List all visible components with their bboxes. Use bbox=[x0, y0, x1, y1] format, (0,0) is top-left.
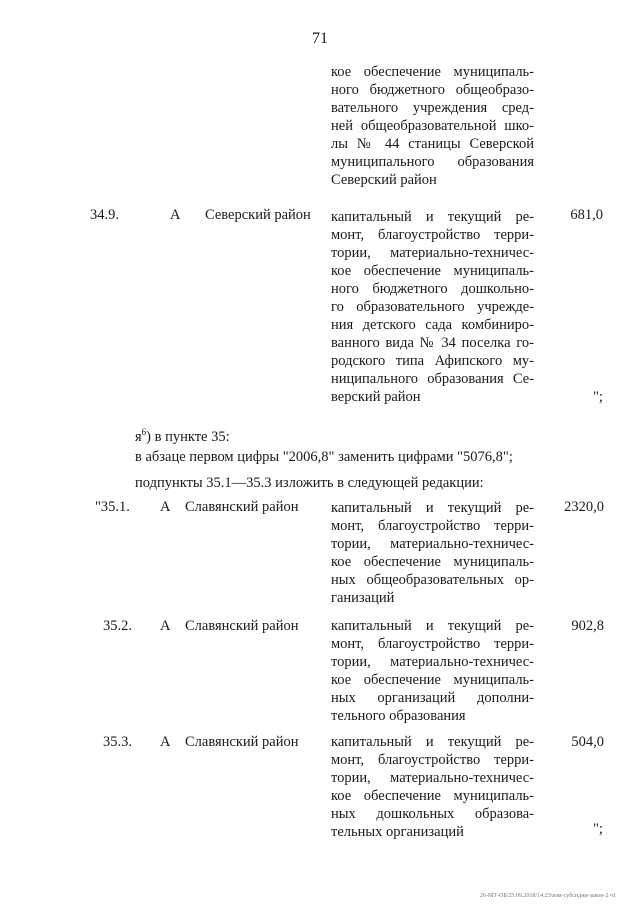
description-line: капитальный и текущий ре- bbox=[331, 734, 534, 750]
description-line: капитальный и текущий ре- bbox=[331, 500, 534, 516]
description-line: вательного учреждения сред- bbox=[331, 100, 534, 116]
row-number: 35.3. bbox=[103, 734, 132, 750]
description-line: тории, материально-техничес- bbox=[331, 654, 534, 670]
document-footer: 26-МТ-ОБ/25.09.2018/14:23\изм-субсидии-закон-2 ч1 bbox=[479, 893, 616, 899]
description-line: ных дошкольных образова- bbox=[331, 806, 534, 822]
description-line: лы № 44 станицы Северской bbox=[331, 136, 534, 152]
row-amount: 681,0 bbox=[570, 207, 603, 223]
row-description bbox=[331, 733, 534, 841]
continuation-description bbox=[331, 63, 534, 189]
description-line: монт, благоустройство терри- bbox=[331, 636, 534, 652]
description-line: ванного вида № 34 поселка го- bbox=[331, 335, 534, 351]
description-line: капитальный и текущий ре- bbox=[331, 209, 534, 225]
description-line: ней общеобразовательной шко- bbox=[331, 118, 534, 134]
description-line: монт, благоустройство терри- bbox=[331, 518, 534, 534]
description-line: тории, материально-техничес- bbox=[331, 536, 534, 552]
row-description bbox=[331, 617, 534, 725]
page-number: 71 bbox=[312, 30, 328, 47]
description-line: ганизаций bbox=[331, 590, 395, 606]
description-line: тельных организаций bbox=[331, 824, 464, 840]
description-line: ных общеобразовательных ор- bbox=[331, 572, 534, 588]
closing-quote: "; bbox=[593, 821, 603, 837]
description-line: монт, благоустройство терри- bbox=[331, 752, 534, 768]
description-line: верский район bbox=[331, 389, 421, 405]
description-line: ных организаций дополни- bbox=[331, 690, 534, 706]
row-code: А bbox=[160, 499, 171, 515]
row-district: Славянский район bbox=[185, 734, 299, 750]
row-number: 34.9. bbox=[90, 207, 119, 223]
row-code: А bbox=[160, 734, 171, 750]
description-line: муниципального образования bbox=[331, 154, 534, 170]
row-district: Славянский район bbox=[185, 499, 299, 515]
description-line: кое обеспечение муниципаль- bbox=[331, 672, 534, 688]
row-amount: 902,8 bbox=[571, 618, 604, 634]
description-line: ния детского сада комбиниро- bbox=[331, 317, 534, 333]
row-description bbox=[331, 208, 534, 406]
description-line: го образовательного учрежде- bbox=[331, 299, 534, 315]
description-line: капитальный и текущий ре- bbox=[331, 618, 534, 634]
row-number: "35.1. bbox=[95, 499, 130, 515]
instruction-item: $я^6$) в пункте 35: bbox=[135, 427, 230, 445]
instruction-line: подпункты 35.1—35.3 изложить в следующей редакции: bbox=[135, 475, 484, 491]
description-line: тории, материально-техничес- bbox=[331, 770, 534, 786]
row-number: 35.2. bbox=[103, 618, 132, 634]
row-amount: 504,0 bbox=[571, 734, 604, 750]
description-line: родского типа Афипского му- bbox=[331, 353, 534, 369]
description-line: тельного образования bbox=[331, 708, 466, 724]
row-district: Славянский район bbox=[185, 618, 299, 634]
description-line: кое обеспечение муниципаль- bbox=[331, 554, 534, 570]
description-line: монт, благоустройство терри- bbox=[331, 227, 534, 243]
row-code: А bbox=[170, 207, 181, 223]
description-line: кое обеспечение муниципаль- bbox=[331, 263, 534, 279]
description-line: кое обеспечение муниципаль- bbox=[331, 64, 534, 80]
closing-quote: "; bbox=[593, 389, 603, 405]
row-code: А bbox=[160, 618, 171, 634]
description-line: ного бюджетного дошкольно- bbox=[331, 281, 534, 297]
description-line: тории, материально-техничес- bbox=[331, 245, 534, 261]
description-line: ниципального образования Се- bbox=[331, 371, 534, 387]
row-district: Северский район bbox=[205, 207, 311, 223]
description-line: ного бюджетного общеобразо- bbox=[331, 82, 534, 98]
description-line: Северский район bbox=[331, 172, 437, 188]
row-description bbox=[331, 499, 534, 607]
row-amount: 2320,0 bbox=[564, 499, 604, 515]
instruction-line: в абзаце первом цифры "2006,8" заменить цифрами "5076,8"; bbox=[135, 449, 513, 465]
description-line: кое обеспечение муниципаль- bbox=[331, 788, 534, 804]
